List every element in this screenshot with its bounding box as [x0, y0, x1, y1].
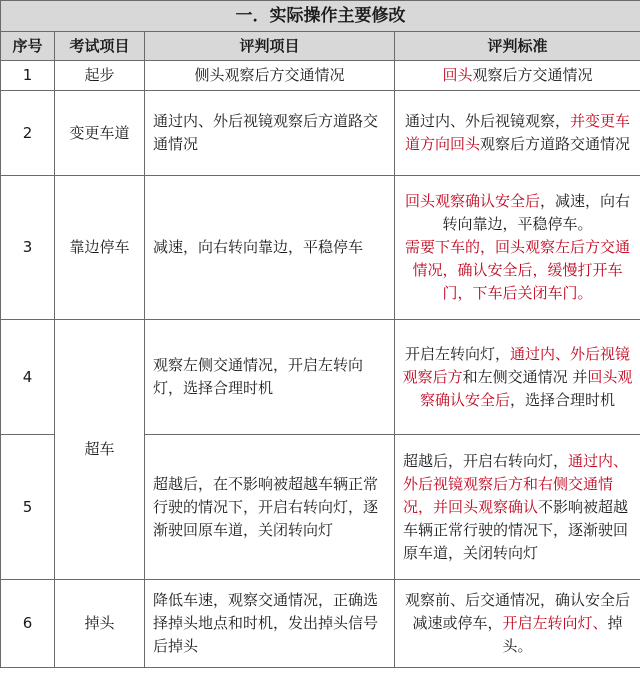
- header-exam-item: 考试项目: [55, 32, 145, 61]
- standard-text-segment: 回头: [442, 66, 473, 84]
- judge-item: 通过内、外后视镜观察后方道路交通情况: [145, 91, 395, 176]
- standard-text-segment: 开启左转向灯，: [404, 344, 510, 363]
- judge-standard: [395, 176, 640, 320]
- judge-item: 减速，向右转向靠边，平稳停车: [145, 176, 395, 320]
- header-judge-item: 评判项目: [145, 32, 395, 61]
- standard-text-segment: 掉头。: [502, 614, 623, 655]
- standard-text-segment: 回头观察确认安全后: [419, 367, 633, 409]
- row-number: 2: [1, 91, 55, 176]
- header-number: 序号: [1, 32, 55, 61]
- judge-standard: [395, 580, 640, 668]
- table-row: [1, 320, 640, 435]
- judge-standard: [395, 435, 640, 580]
- table-row: [1, 580, 640, 668]
- table-row: [1, 176, 640, 320]
- row-number: 6: [1, 580, 55, 668]
- standard-text-segment: 超越后，开启右转向灯，: [403, 451, 569, 470]
- standard-text-segment: 通过内、外后视镜观察后方和右侧交通情况，并回头观察确认: [403, 451, 629, 516]
- judge-standard: [395, 61, 640, 91]
- standard-text-segment: 开启左转向灯、: [502, 614, 608, 632]
- standard-text-segment: ，选择合理时机: [510, 390, 616, 409]
- header-row: [1, 32, 640, 61]
- exam-item: 掉头: [55, 580, 145, 668]
- table-row: [1, 91, 640, 176]
- standard-text-segment: 回头观察确认安全后: [404, 192, 540, 210]
- standard-text-segment: 观察后方交通情况: [472, 66, 593, 84]
- exam-item: 超车: [55, 320, 145, 580]
- standard-text-segment: 通过内、外后视镜观察后方: [402, 344, 631, 386]
- table-title-row: [1, 1, 640, 32]
- exam-item: 靠边停车: [55, 176, 145, 320]
- judge-item: 超越后，在不影响被超越车辆正常行驶的情况下，开启右转向灯，逐渐驶回原车道，关闭转向灯: [145, 435, 395, 580]
- standard-text-segment: 和左侧交通情况 并: [462, 367, 588, 386]
- row-number: 5: [1, 435, 55, 580]
- standard-text-segment: 观察前、后交通情况，确认安全后减速或停车，: [404, 591, 630, 632]
- judge-item: 观察左侧交通情况，开启左转向灯，选择合理时机: [145, 320, 395, 435]
- header-judge-standard: 评判标准: [395, 32, 640, 61]
- standard-text-segment: 观察后方道路交通情况: [480, 135, 631, 153]
- exam-item: 变更车道: [55, 91, 145, 176]
- table-title: 一．实际操作主要修改: [1, 1, 640, 32]
- row-number: 3: [1, 176, 55, 320]
- row-number: 4: [1, 320, 55, 435]
- standard-text-segment: ，减速，向右转向靠边，平稳停车。: [442, 192, 631, 233]
- standard-text-segment: 并变更车道方向回头: [404, 112, 631, 153]
- judge-standard: [395, 320, 640, 435]
- judge-standard: [395, 91, 640, 176]
- standard-text-segment: 需要下车的，回头观察左后方交通情况，确认安全后，缓慢打开车门，下车后关闭车门。: [404, 238, 630, 302]
- judge-item: 降低车速，观察交通情况，正确选择掉头地点和时机，发出掉头信号后掉头: [145, 580, 395, 668]
- standard-text-segment: 通过内、外后视镜观察，: [404, 112, 570, 130]
- standard-text-segment: 不影响被超越车辆正常行驶的情况下，逐渐驶回原车道，关闭转向灯: [403, 497, 629, 562]
- judge-item: 侧头观察后方交通情况: [145, 61, 395, 91]
- table-row: [1, 61, 640, 91]
- exam-item: 起步: [55, 61, 145, 91]
- row-number: 1: [1, 61, 55, 91]
